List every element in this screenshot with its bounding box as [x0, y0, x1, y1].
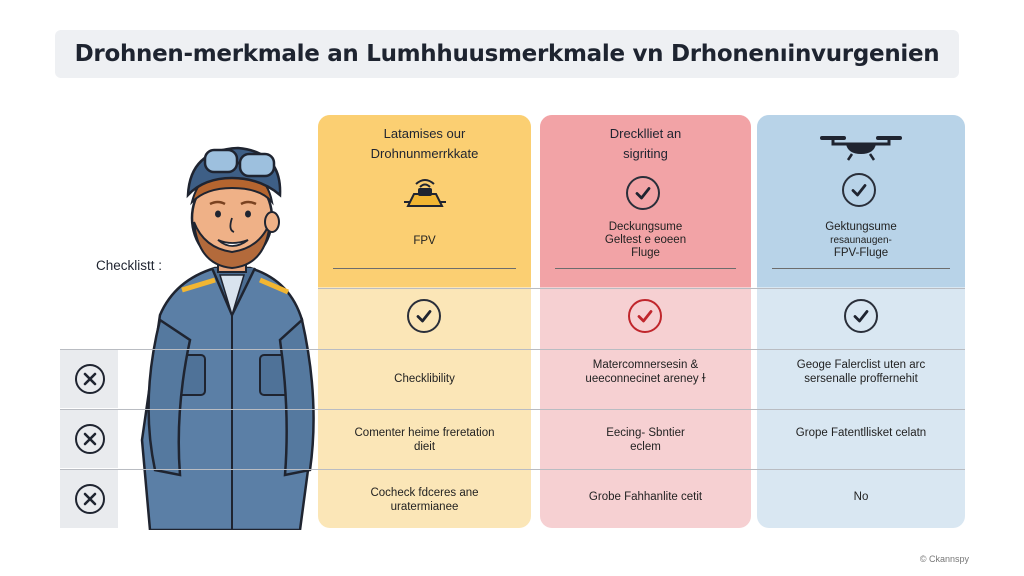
cell-text: Comenter heime freretation dieit	[354, 427, 495, 453]
cell-text: Matercomnersesin & ueeconnecinet areney ɫ	[585, 359, 706, 385]
cell-text: Cocheck fdceres ane uratermianee	[370, 487, 479, 513]
x-circle-icon	[75, 364, 105, 394]
row-divider	[60, 349, 965, 350]
x-circle-icon	[75, 424, 105, 454]
cell-text: No	[853, 491, 869, 503]
row-divider	[60, 469, 965, 470]
column-sub-line: FPV-Fluge	[833, 247, 889, 259]
cell-text: Grope Fatentllisket celatn	[795, 427, 927, 439]
pilot-character-illustration	[120, 140, 320, 530]
row-divider	[60, 409, 965, 410]
x-circle-icon	[75, 484, 105, 514]
column-title-line: Drohnunmerrkkate	[370, 146, 479, 161]
column-sub-line: resaunaugen-	[830, 235, 892, 246]
cell-text: Grobe Fahhanlite cetit	[588, 491, 703, 503]
column-title-line: Drecklliet an	[609, 126, 682, 141]
check-circle-icon	[844, 299, 878, 333]
drone-icon	[818, 132, 904, 162]
header-underline	[333, 268, 516, 269]
page-title: Drohnen-merkmale an Lumhhuusmerkmale vn Drhonenıinvurgenien	[55, 30, 959, 78]
drone-signal-icon	[400, 176, 450, 212]
column-title-line: Latamises our	[383, 126, 466, 141]
column-sub-line: Deckungsume	[608, 221, 683, 233]
check-circle-icon	[842, 173, 876, 207]
row-marker	[60, 350, 118, 408]
header-underline	[555, 268, 736, 269]
checklist-row-label: Checklistt :	[96, 258, 163, 273]
column-sub-line: FPV	[413, 235, 436, 247]
row-marker	[60, 410, 118, 468]
row-divider	[318, 288, 965, 289]
column-sub-line: Geltest e eoeen	[604, 234, 687, 246]
check-circle-icon	[626, 176, 660, 210]
cell-text: Eecing- Sbntier eclem	[606, 427, 685, 453]
header-underline	[772, 268, 950, 269]
check-circle-red-icon	[628, 299, 662, 333]
column-title-line: sigriting	[623, 146, 668, 161]
cell-text: Geoge Falerclist uten arc sersenalle proffernehit	[796, 359, 926, 385]
cell-text: Checklibility	[394, 373, 455, 385]
column-sub-line: Fluge	[631, 247, 660, 259]
row-marker	[60, 470, 118, 528]
column-sub-line: Gektungsume	[825, 221, 897, 233]
check-circle-icon	[407, 299, 441, 333]
credit-text: © Ckannspy	[919, 554, 969, 564]
